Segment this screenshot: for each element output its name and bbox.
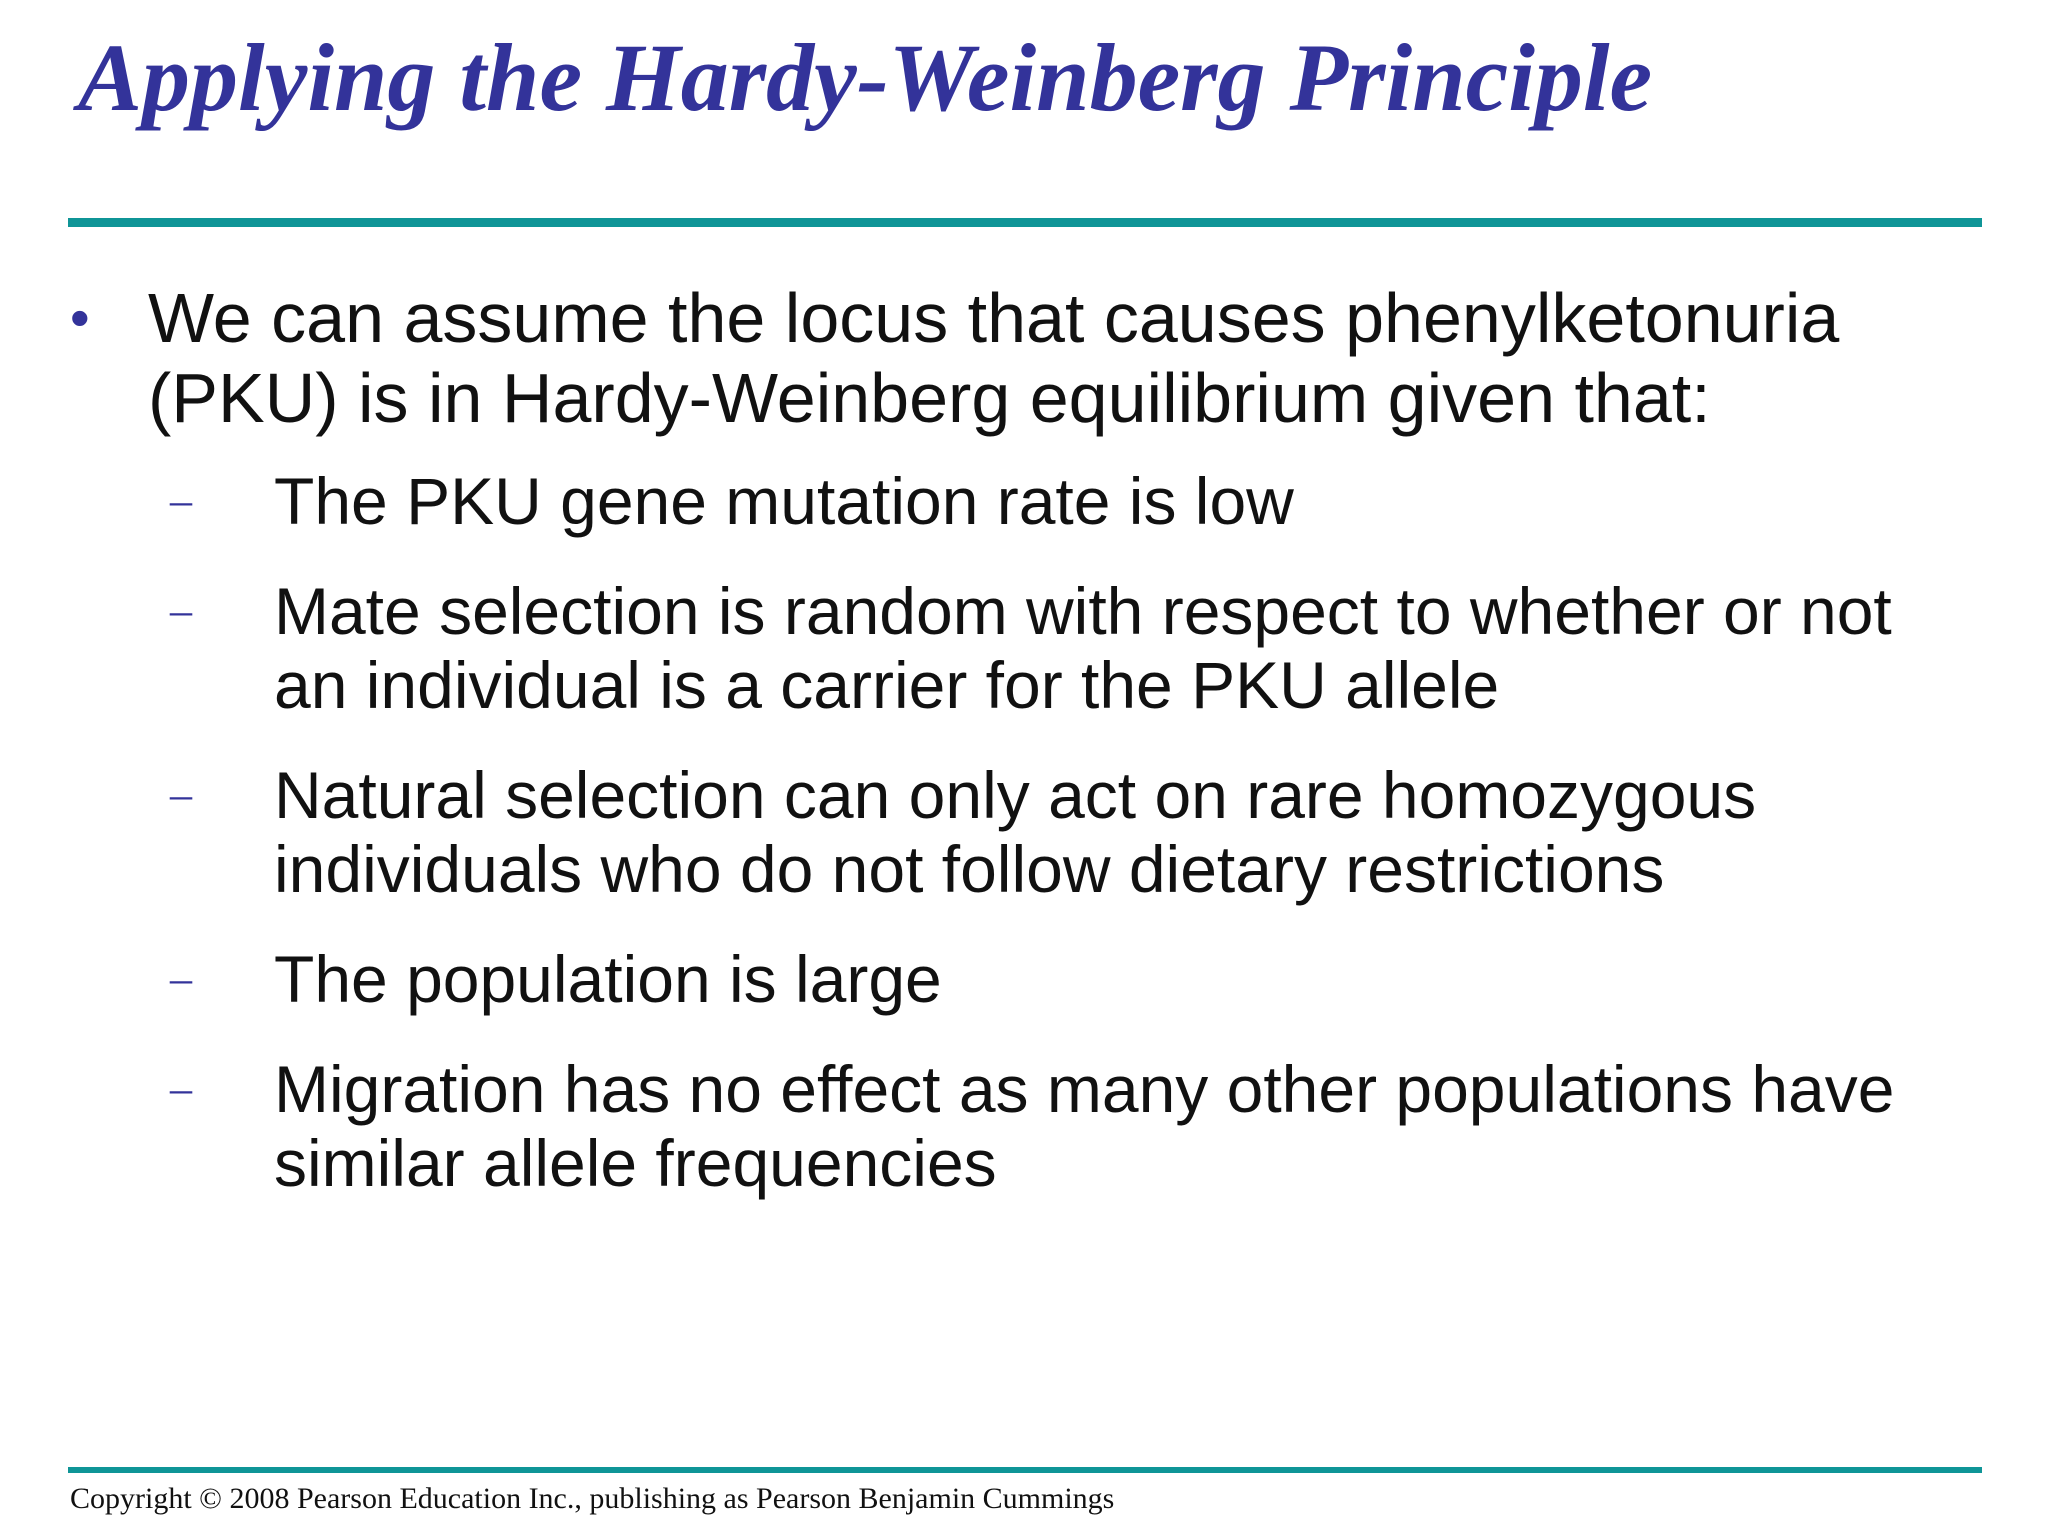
dash-icon: – [170,770,192,819]
slide-content [68,278,1968,1236]
sub-bullet-text: Natural selection can only act on rare homozygous individuals who do not follow dietary restrictions [274,758,1757,906]
sub-bullet-text: Mate selection is random with respect to whether or not an individual is a carrier for the PKU allele [274,574,1892,722]
sub-bullet-item [168,1052,1968,1200]
sub-bullet-item [168,942,1968,1016]
copyright-footer: Copyright © 2008 Pearson Education Inc., publishing as Pearson Benjamin Cummings [70,1482,1115,1515]
main-bullet [68,278,1968,438]
dash-icon: – [170,586,192,635]
sub-bullet-item [168,758,1968,906]
bullet-dot-icon: • [70,286,90,349]
sub-bullet-item [168,464,1968,538]
main-bullet-text: We can assume the locus that causes phenylketonuria (PKU) is in Hardy-Weinberg equilibrium given that: [148,279,1840,437]
dash-icon: – [170,1064,192,1113]
dash-icon: – [170,476,192,525]
sub-bullet-item [168,574,1968,722]
sub-bullet-text: The population is large [274,942,942,1016]
sub-bullet-text: Migration has no effect as many other populations have similar allele frequencies [274,1052,1895,1200]
slide-title: Applying the Hardy-Weinberg Principle [78,24,1653,131]
sub-bullet-text: The PKU gene mutation rate is low [274,464,1294,538]
dash-icon: – [170,954,192,1003]
title-divider [68,218,1982,227]
sub-bullet-list [68,464,1968,1200]
footer-divider [68,1467,1982,1473]
